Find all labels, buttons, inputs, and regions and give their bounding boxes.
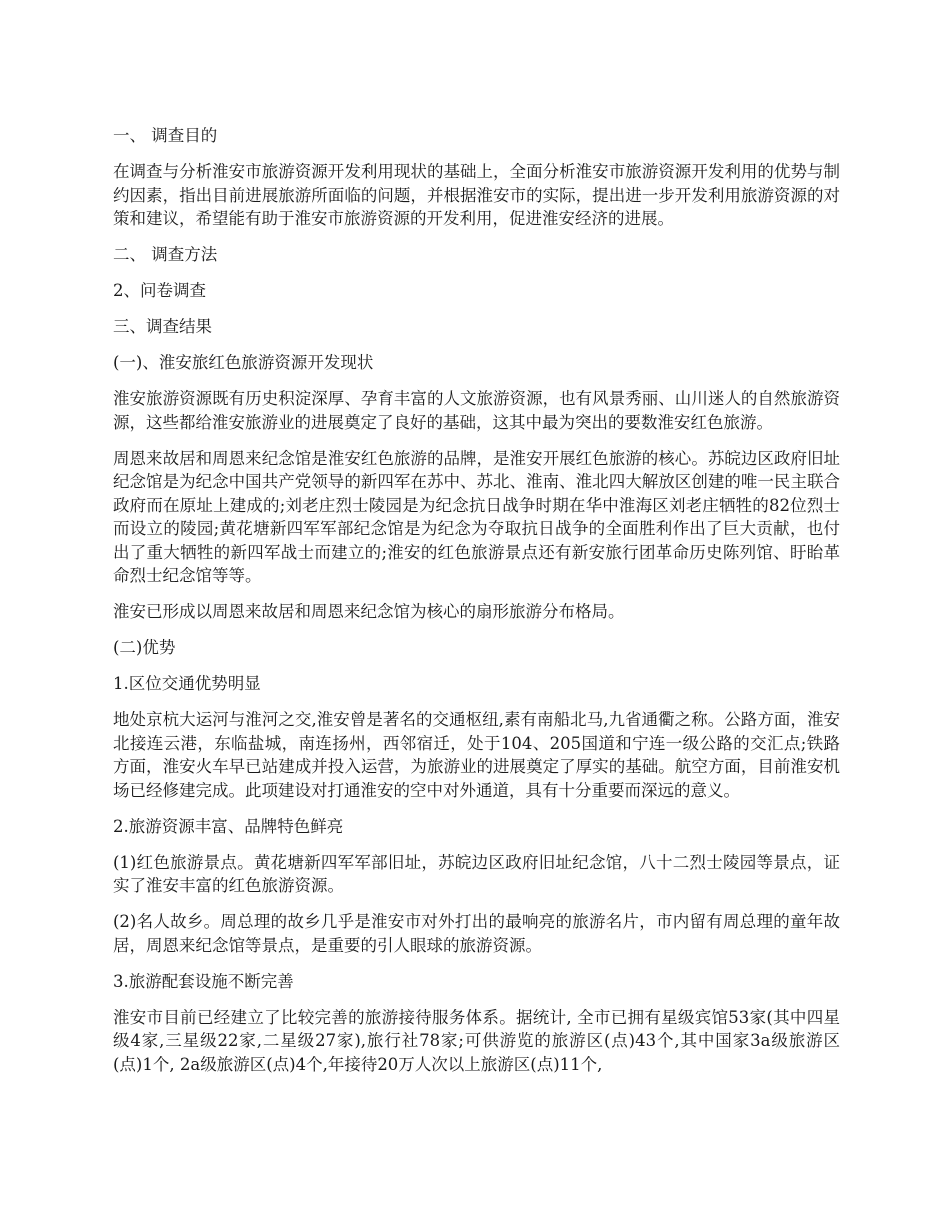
- body-paragraph: (2)名人故乡。周总理的故乡几乎是淮安市对外打出的最响亮的旅游名片，市内留有周总理的童年故居，周恩来纪念馆等景点，是重要的引人眼球的旅游资源。: [113, 912, 840, 955]
- body-paragraph: 淮安旅游资源既有历史积淀深厚、孕育丰富的人文旅游资源，也有风景秀丽、山川迷人的自然旅游资源，这些都给淮安旅游业的进展奠定了良好的基础，这其中最为突出的要数淮安红色旅游。: [113, 389, 840, 432]
- subheading-questionnaire: 2、问卷调查: [113, 281, 206, 300]
- body-paragraph: 地处京杭大运河与淮河之交,淮安曾是著名的交通枢纽,素有南船北马,九省通衢之称。公路方面，淮安北接连云港，东临盐城，南连扬州，西邻宿迁，处于104、205国道和宁连一级公路的交汇点;铁路方面，淮安火车早已站建成并投入运营，为旅游业的进展奠定了厚实的基础。航空方面，目前淮安机场已经修建完成。此项建设对打通淮安的空中对外通道，具有十分重要而深远的意义。: [113, 710, 840, 800]
- section-heading-results: 三、调查结果: [113, 317, 212, 336]
- subheading-resources-brand: 2.旅游资源丰富、品牌特色鲜亮: [113, 816, 344, 836]
- body-paragraph: (1)红色旅游景点。黄花塘新四军军部旧址，苏皖边区政府旧址纪念馆，八十二烈士陵园等景点，证实了淮安丰富的红色旅游资源。: [113, 852, 840, 895]
- body-paragraph: 周恩来故居和周恩来纪念馆是淮安红色旅游的品牌，是淮安开展红色旅游的核心。苏皖边区政府旧址纪念馆是为纪念中国共产党领导的新四军在苏中、苏北、淮南、淮北四大解放区创建的唯一民主联合政府而在原址上建成的;刘老庄烈士陵园是为纪念抗日战争时期在华中淮海区刘老庄牺牲的82位烈士而设立的陵园;黄花塘新四军军部纪念馆是为纪念为夺取抗日战争的全面胜利作出了巨大贡献，也付出了重大牺牲的新四军战士而建立的;淮安的红色旅游景点还有新安旅行团革命历史陈列馆、盱眙革命烈士纪念馆等等。: [113, 448, 840, 585]
- subheading-red-tourism-status: (一)、淮安旅红色旅游资源开发现状: [113, 353, 374, 372]
- section-heading-purpose: 一、 调查目的: [113, 126, 218, 145]
- body-paragraph: 淮安市目前已经建立了比较完善的旅游接待服务体系。据统计, 全市已拥有星级宾馆53家(其中四星级4家,三星级22家,二星级27家),旅行社78家;可供游览的旅游区(点)43个,其中国家3a级旅游区(点)1个, 2a级旅游区(点)4个,年接待20万人次以上旅游区(点)11个,: [113, 1007, 840, 1074]
- section-heading-method: 二、 调查方法: [113, 245, 218, 264]
- body-paragraph: 淮安已形成以周恩来故居和周恩来纪念馆为核心的扇形旅游分布格局。: [113, 602, 625, 621]
- subheading-facilities: 3.旅游配套设施不断完善: [113, 971, 294, 991]
- document-page: [113, 124, 840, 1089]
- subheading-location-transport: 1.区位交通优势明显: [113, 674, 261, 693]
- body-paragraph: 在调查与分析淮安市旅游资源开发利用现状的基础上，全面分析淮安市旅游资源开发利用的优势与制约因素，指出目前进展旅游所面临的问题，并根据淮安市的实际，提出进一步开发利用旅游资源的对策和建议，希望能有助于淮安市旅游资源的开发利用，促进淮安经济的进展。: [113, 162, 840, 228]
- subheading-advantages: (二)优势: [113, 638, 176, 657]
